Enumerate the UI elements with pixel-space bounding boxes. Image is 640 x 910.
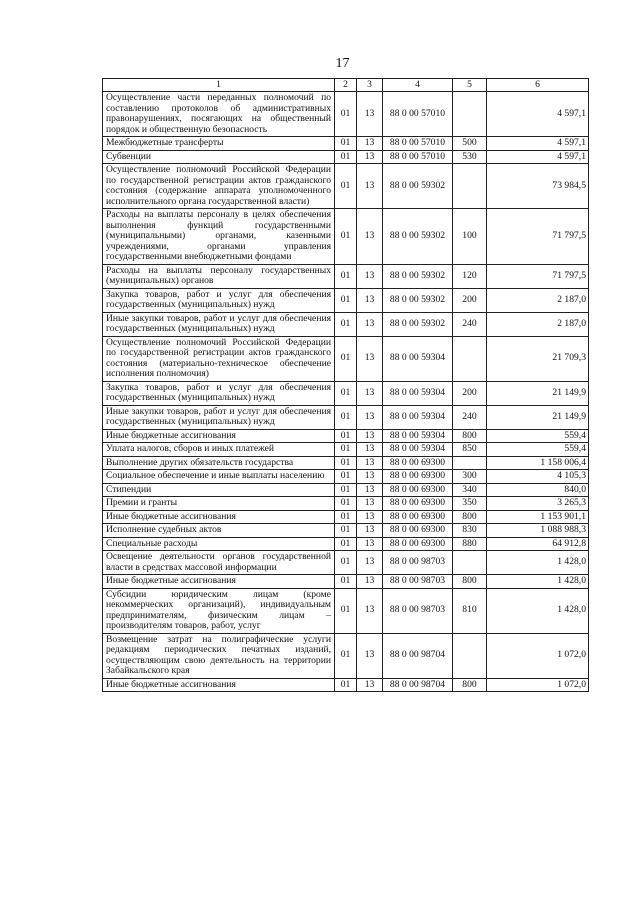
row-expense-type-cell: 850 [453,443,487,457]
row-name-cell: Исполнение судебных актов [103,524,335,538]
row-expense-type-cell: 880 [453,537,487,551]
table-row [103,456,589,470]
row-subsection-cell: 13 [357,497,383,511]
row-amount-cell: 2 187,0 [487,312,589,336]
table-row [103,633,589,678]
row-section-cell: 01 [335,150,357,164]
row-expense-type-cell: 340 [453,483,487,497]
row-target-code-cell: 88 0 00 59302 [383,264,453,288]
row-amount-cell: 559,4 [487,429,589,443]
row-subsection-cell: 13 [357,164,383,209]
row-subsection-cell: 13 [357,443,383,457]
row-target-code-cell: 88 0 00 98704 [383,678,453,692]
header-cell-4: 4 [383,79,453,92]
table-row [103,336,589,381]
row-section-cell: 01 [335,264,357,288]
row-section-cell: 01 [335,588,357,633]
row-subsection-cell: 13 [357,288,383,312]
row-section-cell: 01 [335,443,357,457]
table-row [103,288,589,312]
row-subsection-cell: 13 [357,588,383,633]
row-subsection-cell: 13 [357,209,383,265]
row-target-code-cell: 88 0 00 98703 [383,588,453,633]
row-expense-type-cell: 800 [453,575,487,589]
table-row [103,524,589,538]
row-expense-type-cell: 350 [453,497,487,511]
row-expense-type-cell [453,551,487,575]
row-name-cell: Иные закупки товаров, работ и услуг для обеспечения государственных (муниципальных) нужд [103,405,335,429]
table-row [103,209,589,265]
row-name-cell: Закупка товаров, работ и услуг для обеспечения государственных (муниципальных) нужд [103,288,335,312]
row-expense-type-cell: 200 [453,288,487,312]
row-amount-cell: 1 153 901,1 [487,510,589,524]
row-expense-type-cell: 240 [453,312,487,336]
row-section-cell: 01 [335,497,357,511]
row-target-code-cell: 88 0 00 69300 [383,537,453,551]
row-target-code-cell: 88 0 00 69300 [383,524,453,538]
row-subsection-cell: 13 [357,312,383,336]
row-name-cell: Закупка товаров, работ и услуг для обеспечения государственных (муниципальных) нужд [103,381,335,405]
table-row [103,510,589,524]
row-target-code-cell: 88 0 00 69300 [383,470,453,484]
row-section-cell: 01 [335,288,357,312]
row-subsection-cell: 13 [357,264,383,288]
row-name-cell: Расходы на выплаты персоналу государственных (муниципальных) органов [103,264,335,288]
row-section-cell: 01 [335,336,357,381]
row-subsection-cell: 13 [357,137,383,151]
row-name-cell: Иные бюджетные ассигнования [103,429,335,443]
row-subsection-cell: 13 [357,470,383,484]
row-target-code-cell: 88 0 00 59302 [383,312,453,336]
header-cell-2: 2 [335,79,357,92]
row-target-code-cell: 88 0 00 59304 [383,336,453,381]
row-target-code-cell: 88 0 00 59304 [383,405,453,429]
row-target-code-cell: 88 0 00 98703 [383,551,453,575]
row-amount-cell: 71 797,5 [487,209,589,265]
table-row [103,588,589,633]
row-amount-cell: 1 428,0 [487,575,589,589]
table-row [103,405,589,429]
row-name-cell: Возмещение затрат на полиграфические услуги редакциям периодических печатных изданий, осуществляющим свою деятельность на территории Забайкальского края [103,633,335,678]
header-row [103,79,589,92]
row-section-cell: 01 [335,137,357,151]
row-target-code-cell: 88 0 00 59302 [383,164,453,209]
row-name-cell: Специальные расходы [103,537,335,551]
row-subsection-cell: 13 [357,678,383,692]
row-target-code-cell: 88 0 00 69300 [383,497,453,511]
row-name-cell: Премии и гранты [103,497,335,511]
row-section-cell: 01 [335,381,357,405]
row-amount-cell: 21 149,9 [487,381,589,405]
header-cell-3: 3 [357,79,383,92]
row-expense-type-cell [453,92,487,137]
table-row [103,443,589,457]
row-subsection-cell: 13 [357,524,383,538]
row-name-cell: Уплата налогов, сборов и иных платежей [103,443,335,457]
row-name-cell: Осуществление полномочий Российской Федерации по государственной регистрации актов гражданского состояния (материально-техническое обеспечение исполнения полномочия) [103,336,335,381]
row-target-code-cell: 88 0 00 69300 [383,483,453,497]
row-expense-type-cell: 800 [453,429,487,443]
row-section-cell: 01 [335,524,357,538]
row-name-cell: Иные закупки товаров, работ и услуг для обеспечения государственных (муниципальных) нужд [103,312,335,336]
row-expense-type-cell: 300 [453,470,487,484]
row-section-cell: 01 [335,209,357,265]
table-row [103,164,589,209]
table-row [103,537,589,551]
row-target-code-cell: 88 0 00 59304 [383,443,453,457]
row-subsection-cell: 13 [357,456,383,470]
row-amount-cell: 1 158 006,4 [487,456,589,470]
row-expense-type-cell [453,633,487,678]
row-subsection-cell: 13 [357,150,383,164]
table-row [103,483,589,497]
row-section-cell: 01 [335,510,357,524]
row-subsection-cell: 13 [357,510,383,524]
table-row [103,470,589,484]
row-expense-type-cell: 810 [453,588,487,633]
row-target-code-cell: 88 0 00 69300 [383,510,453,524]
row-amount-cell: 21 709,3 [487,336,589,381]
row-name-cell: Субсидии юридическим лицам (кроме некоммерческих организаций), индивидуальным предпринимателям, физическим лицам – производителям товаров, работ, услуг [103,588,335,633]
row-subsection-cell: 13 [357,336,383,381]
row-expense-type-cell [453,336,487,381]
row-section-cell: 01 [335,456,357,470]
row-subsection-cell: 13 [357,551,383,575]
row-section-cell: 01 [335,575,357,589]
row-target-code-cell: 88 0 00 57010 [383,92,453,137]
row-name-cell: Иные бюджетные ассигнования [103,678,335,692]
row-amount-cell: 4 105,3 [487,470,589,484]
row-expense-type-cell: 800 [453,510,487,524]
table-row [103,497,589,511]
table-row [103,381,589,405]
row-subsection-cell: 13 [357,429,383,443]
row-amount-cell: 1 072,0 [487,678,589,692]
row-amount-cell: 559,4 [487,443,589,457]
row-amount-cell: 64 912,8 [487,537,589,551]
table-row [103,137,589,151]
row-amount-cell: 1 072,0 [487,633,589,678]
row-section-cell: 01 [335,429,357,443]
row-name-cell: Освещение деятельности органов государственной власти в средствах массовой информации [103,551,335,575]
row-expense-type-cell [453,164,487,209]
row-expense-type-cell: 240 [453,405,487,429]
row-amount-cell: 71 797,5 [487,264,589,288]
header-cell-5: 5 [453,79,487,92]
row-expense-type-cell: 830 [453,524,487,538]
row-section-cell: 01 [335,92,357,137]
row-amount-cell: 4 597,1 [487,137,589,151]
budget-table [102,78,589,692]
row-expense-type-cell: 530 [453,150,487,164]
row-section-cell: 01 [335,312,357,336]
row-amount-cell: 4 597,1 [487,92,589,137]
row-subsection-cell: 13 [357,575,383,589]
row-target-code-cell: 88 0 00 69300 [383,456,453,470]
row-name-cell: Расходы на выплаты персоналу в целях обеспечения выполнения функций государственными (муниципальными) органами, казенными учреждениями, органами управления государственными внебюджетными фондами [103,209,335,265]
table-row [103,551,589,575]
row-expense-type-cell: 200 [453,381,487,405]
row-target-code-cell: 88 0 00 98703 [383,575,453,589]
row-target-code-cell: 88 0 00 59304 [383,429,453,443]
row-amount-cell: 4 597,1 [487,150,589,164]
row-section-cell: 01 [335,678,357,692]
row-section-cell: 01 [335,405,357,429]
table-row [103,264,589,288]
table-row [103,575,589,589]
row-target-code-cell: 88 0 00 59302 [383,288,453,312]
row-amount-cell: 2 187,0 [487,288,589,312]
row-amount-cell: 3 265,3 [487,497,589,511]
row-amount-cell: 1 428,0 [487,588,589,633]
row-amount-cell: 1 428,0 [487,551,589,575]
row-name-cell: Осуществление полномочий Российской Федерации по государственной регистрации актов гражданского состояния (содержание аппарата уполномоченного исполнительного органа государственной власти) [103,164,335,209]
table-row [103,678,589,692]
table-row [103,150,589,164]
row-target-code-cell: 88 0 00 57010 [383,150,453,164]
row-target-code-cell: 88 0 00 59302 [383,209,453,265]
row-expense-type-cell: 120 [453,264,487,288]
row-subsection-cell: 13 [357,483,383,497]
row-name-cell: Осуществление части переданных полномочий по составлению протоколов об административных правонарушениях, посягающих на общественный порядок и общественную безопасность [103,92,335,137]
row-name-cell: Социальное обеспечение и иные выплаты населению [103,470,335,484]
row-section-cell: 01 [335,164,357,209]
row-subsection-cell: 13 [357,633,383,678]
row-subsection-cell: 13 [357,405,383,429]
row-amount-cell: 21 149,9 [487,405,589,429]
row-section-cell: 01 [335,551,357,575]
row-target-code-cell: 88 0 00 59304 [383,381,453,405]
row-name-cell: Стипендии [103,483,335,497]
row-name-cell: Выполнение других обязательств государства [103,456,335,470]
row-amount-cell: 1 088 988,3 [487,524,589,538]
row-amount-cell: 73 984,5 [487,164,589,209]
row-expense-type-cell [453,456,487,470]
row-name-cell: Иные бюджетные ассигнования [103,510,335,524]
row-subsection-cell: 13 [357,537,383,551]
row-expense-type-cell: 500 [453,137,487,151]
row-subsection-cell: 13 [357,92,383,137]
row-expense-type-cell: 800 [453,678,487,692]
header-cell-6: 6 [487,79,589,92]
row-section-cell: 01 [335,537,357,551]
table-row [103,312,589,336]
row-section-cell: 01 [335,470,357,484]
row-name-cell: Межбюджетные трансферты [103,137,335,151]
row-target-code-cell: 88 0 00 57010 [383,137,453,151]
table-row [103,429,589,443]
row-expense-type-cell: 100 [453,209,487,265]
row-section-cell: 01 [335,483,357,497]
table-row [103,92,589,137]
row-amount-cell: 840,0 [487,483,589,497]
row-section-cell: 01 [335,633,357,678]
row-target-code-cell: 88 0 00 98704 [383,633,453,678]
row-name-cell: Иные бюджетные ассигнования [103,575,335,589]
row-name-cell: Субвенции [103,150,335,164]
page-number: 17 [335,56,350,71]
header-cell-1: 1 [103,79,335,92]
row-subsection-cell: 13 [357,381,383,405]
